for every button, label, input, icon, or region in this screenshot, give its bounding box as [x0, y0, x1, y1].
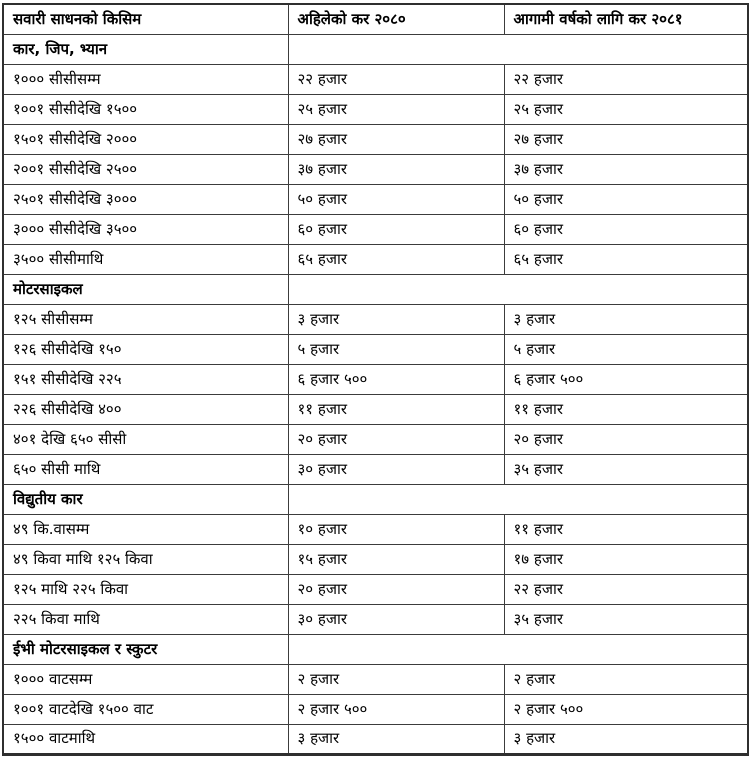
section-empty-cell — [288, 634, 748, 664]
current-tax-cell: २० हजार — [288, 574, 504, 604]
table-row — [3, 184, 748, 214]
vehicle-type-cell: १००१ सीसीदेखि १५०० — [3, 94, 288, 124]
table-row — [3, 574, 748, 604]
section-title: मोटरसाइकल — [3, 274, 288, 304]
table-row — [3, 214, 748, 244]
current-tax-cell: ३० हजार — [288, 454, 504, 484]
table-row — [3, 154, 748, 184]
table-row — [3, 304, 748, 334]
current-tax-cell: २७ हजार — [288, 124, 504, 154]
next-year-tax-cell: ५ हजार — [504, 334, 748, 364]
vehicle-type-cell: १००० सीसीसम्म — [3, 64, 288, 94]
current-tax-cell: ३० हजार — [288, 604, 504, 634]
next-year-tax-cell: ६ हजार ५०० — [504, 364, 748, 394]
next-year-tax-cell: ३७ हजार — [504, 154, 748, 184]
section-title: विद्युतीय कार — [3, 484, 288, 514]
table-row — [3, 664, 748, 694]
vehicle-type-cell: ४९ कि.वासम्म — [3, 514, 288, 544]
section-row — [3, 34, 748, 64]
section-empty-cell — [288, 274, 748, 304]
table-row — [3, 94, 748, 124]
vehicle-type-cell: ३००० सीसीदेखि ३५०० — [3, 214, 288, 244]
vehicle-type-cell: १५०० वाटमाथि — [3, 724, 288, 754]
current-tax-cell: २५ हजार — [288, 94, 504, 124]
current-tax-cell: २ हजार — [288, 664, 504, 694]
vehicle-type-cell: ४०१ देखि ६५० सीसी — [3, 424, 288, 454]
vehicle-type-cell: १००१ वाटदेखि १५०० वाट — [3, 694, 288, 724]
current-tax-cell: ६० हजार — [288, 214, 504, 244]
table-row — [3, 724, 748, 754]
next-year-tax-cell: ३ हजार — [504, 724, 748, 754]
table-row — [3, 364, 748, 394]
table-row — [3, 454, 748, 484]
next-year-tax-cell: ११ हजार — [504, 514, 748, 544]
next-year-tax-cell: ६५ हजार — [504, 244, 748, 274]
header-next-year-tax-2081: आगामी वर्षको लागि कर २०८१ — [504, 4, 748, 34]
table-row — [3, 64, 748, 94]
current-tax-cell: ३ हजार — [288, 724, 504, 754]
next-year-tax-cell: २ हजार ५०० — [504, 694, 748, 724]
table-row — [3, 124, 748, 154]
current-tax-cell: २२ हजार — [288, 64, 504, 94]
section-row — [3, 484, 748, 514]
header-vehicle-type: सवारी साधनको किसिम — [3, 4, 288, 34]
section-row — [3, 274, 748, 304]
table-row — [3, 514, 748, 544]
table-body — [3, 34, 748, 754]
header-current-tax-2080: अहिलेको कर २०८० — [288, 4, 504, 34]
section-title: ईभी मोटरसाइकल र स्कुटर — [3, 634, 288, 664]
section-title: कार, जिप, भ्यान — [3, 34, 288, 64]
table-row — [3, 544, 748, 574]
section-empty-cell — [288, 484, 748, 514]
table-row — [3, 334, 748, 364]
current-tax-cell: ६ हजार ५०० — [288, 364, 504, 394]
table-row — [3, 694, 748, 724]
current-tax-cell: १० हजार — [288, 514, 504, 544]
next-year-tax-cell: ११ हजार — [504, 394, 748, 424]
section-row — [3, 634, 748, 664]
next-year-tax-cell: २० हजार — [504, 424, 748, 454]
next-year-tax-cell: २७ हजार — [504, 124, 748, 154]
current-tax-cell: २० हजार — [288, 424, 504, 454]
current-tax-cell: ११ हजार — [288, 394, 504, 424]
vehicle-type-cell: २२६ सीसीदेखि ४०० — [3, 394, 288, 424]
next-year-tax-cell: २५ हजार — [504, 94, 748, 124]
current-tax-cell: ३७ हजार — [288, 154, 504, 184]
vehicle-type-cell: १५०१ सीसीदेखि २००० — [3, 124, 288, 154]
header-row — [3, 4, 748, 34]
vehicle-type-cell: ६५० सीसी माथि — [3, 454, 288, 484]
vehicle-type-cell: २२५ किवा माथि — [3, 604, 288, 634]
table-row — [3, 394, 748, 424]
table-row — [3, 424, 748, 454]
vehicle-type-cell: २००१ सीसीदेखि २५०० — [3, 154, 288, 184]
vehicle-tax-table — [2, 3, 749, 756]
current-tax-cell: ५० हजार — [288, 184, 504, 214]
next-year-tax-cell: ३५ हजार — [504, 604, 748, 634]
vehicle-type-cell: ४९ किवा माथि १२५ किवा — [3, 544, 288, 574]
vehicle-type-cell: १२५ सीसीसम्म — [3, 304, 288, 334]
next-year-tax-cell: ६० हजार — [504, 214, 748, 244]
vehicle-type-cell: १२६ सीसीदेखि १५० — [3, 334, 288, 364]
next-year-tax-cell: ३५ हजार — [504, 454, 748, 484]
current-tax-cell: ३ हजार — [288, 304, 504, 334]
current-tax-cell: ५ हजार — [288, 334, 504, 364]
table-row — [3, 244, 748, 274]
vehicle-type-cell: १२५ माथि २२५ किवा — [3, 574, 288, 604]
vehicle-type-cell: १००० वाटसम्म — [3, 664, 288, 694]
vehicle-type-cell: ३५०० सीसीमाथि — [3, 244, 288, 274]
next-year-tax-cell: १७ हजार — [504, 544, 748, 574]
current-tax-cell: २ हजार ५०० — [288, 694, 504, 724]
vehicle-type-cell: २५०१ सीसीदेखि ३००० — [3, 184, 288, 214]
current-tax-cell: १५ हजार — [288, 544, 504, 574]
table-row — [3, 604, 748, 634]
section-empty-cell — [288, 34, 748, 64]
next-year-tax-cell: २२ हजार — [504, 574, 748, 604]
next-year-tax-cell: २ हजार — [504, 664, 748, 694]
next-year-tax-cell: ५० हजार — [504, 184, 748, 214]
next-year-tax-cell: २२ हजार — [504, 64, 748, 94]
current-tax-cell: ६५ हजार — [288, 244, 504, 274]
vehicle-type-cell: १५१ सीसीदेखि २२५ — [3, 364, 288, 394]
next-year-tax-cell: ३ हजार — [504, 304, 748, 334]
